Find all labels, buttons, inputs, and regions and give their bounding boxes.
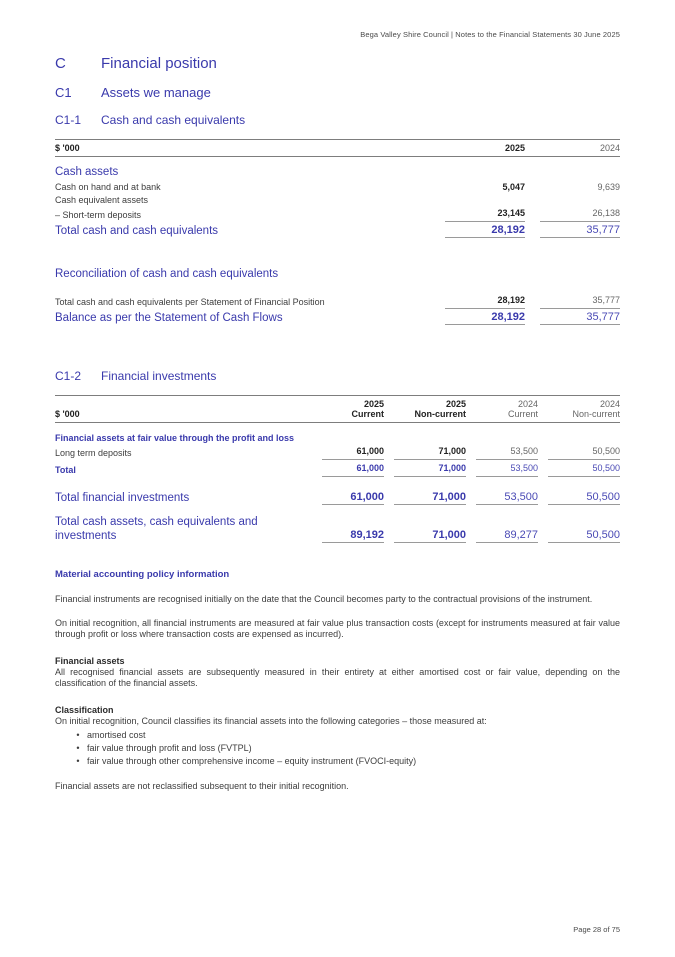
total-2024-noncurrent: 50,500 <box>548 529 620 543</box>
total-label: Balance as per the Statement of Cash Flows <box>55 312 283 324</box>
sub-heading: Classification <box>55 704 114 715</box>
unit-label: $ '000 <box>55 409 80 419</box>
investments-table-header <box>55 395 620 423</box>
total-2024-current: 89,277 <box>476 529 538 543</box>
col-2024-noncurrent-header: 2024 Non-current <box>572 399 620 419</box>
section-heading-c <box>55 55 620 72</box>
reconciliation-heading: Reconciliation of cash and cash equivalents <box>55 268 279 280</box>
year-2025-header: 2025 <box>504 143 525 153</box>
section-heading-c1 <box>55 85 620 100</box>
total-2025-current: 61,000 <box>322 462 384 477</box>
bullet-list <box>55 729 620 768</box>
section-number: C <box>55 55 66 72</box>
total-2024-current: 53,500 <box>476 462 538 477</box>
value-2025-noncurrent: 71,000 <box>394 445 466 460</box>
policy-heading: Material accounting policy information <box>55 569 230 580</box>
row-label: – Short-term deposits <box>55 210 142 220</box>
reconciliation-section <box>55 268 620 325</box>
col-2025-noncurrent-header: 2025 Non-current <box>414 399 466 419</box>
section-heading-c1-2 <box>55 369 620 383</box>
table-total-row <box>55 462 620 477</box>
cash-assets-heading: Cash assets <box>55 166 119 178</box>
section-title: Financial investments <box>101 369 217 383</box>
fvtpl-heading: Financial assets at fair value through the profit and loss <box>55 433 295 443</box>
value-2024: 35,777 <box>540 294 620 309</box>
policy-paragraph: On initial recognition, Council classifies its financial assets into the following categories – those measured at: <box>55 715 487 726</box>
total-2024-current: 53,500 <box>476 491 538 505</box>
section-title: Assets we manage <box>101 85 211 100</box>
value-2025: 28,192 <box>445 294 525 309</box>
section-title: Financial position <box>101 55 217 72</box>
financial-assets-block <box>55 655 620 690</box>
bullet-icon: • <box>76 756 80 766</box>
bullet-icon: • <box>76 730 80 740</box>
total-2025-noncurrent: 71,000 <box>394 529 466 543</box>
section-title: Cash and cash equivalents <box>101 113 246 127</box>
col-2025-current-header: 2025 Current <box>351 399 384 419</box>
row-label: Total cash and cash equivalents per Statement of Financial Position <box>55 297 325 307</box>
value-2024: 9,639 <box>597 182 620 192</box>
table-row <box>55 294 620 309</box>
policy-paragraph: Financial instruments are recognised initially on the date that the Council becomes party to the contractual provisions of the instrument. <box>55 594 593 604</box>
row-label: Cash on hand and at bank <box>55 182 161 192</box>
total-2025-noncurrent: 71,000 <box>394 491 466 505</box>
total-label: Total cash assets, cash equivalents and investments <box>55 516 258 542</box>
total-2024: 35,777 <box>540 311 620 325</box>
year-2024-header: 2024 <box>599 143 620 153</box>
grand-total-row <box>55 515 620 543</box>
total-2024-noncurrent: 50,500 <box>548 491 620 505</box>
table-total-row <box>55 311 620 325</box>
total-2025-noncurrent: 71,000 <box>394 462 466 477</box>
policy-paragraph: All recognised financial assets are subsequently measured in their entirety at either amortised cost or fair value, depending on the classification of the financial assets. <box>55 666 620 688</box>
total-2024: 35,777 <box>540 224 620 238</box>
total-2025-current: 61,000 <box>322 491 384 505</box>
table-row <box>55 194 620 207</box>
table-row <box>55 445 620 460</box>
page-header: Bega Valley Shire Council | Notes to the Financial Statements 30 June 2025 <box>360 30 620 39</box>
total-label: Total <box>55 465 76 475</box>
policy-section <box>55 569 620 793</box>
classification-block <box>55 704 620 793</box>
value-2025-current: 61,000 <box>322 445 384 460</box>
list-item: • amortised cost <box>55 729 620 742</box>
policy-paragraph: On initial recognition, all financial instruments are measured at fair value plus transaction costs (except for instruments measured at fair value through profit or loss where transaction costs are expensed as incurred). <box>55 617 620 639</box>
total-2025: 28,192 <box>445 311 525 325</box>
section-number: C1 <box>55 85 72 100</box>
value-2024-noncurrent: 50,500 <box>548 445 620 460</box>
value-2024: 26,138 <box>540 207 620 222</box>
total-2025-current: 89,192 <box>322 529 384 543</box>
total-investments-row <box>55 491 620 505</box>
value-2025: 23,145 <box>445 207 525 222</box>
investments-table <box>55 395 620 543</box>
table-row <box>55 181 620 194</box>
list-item: • fair value through profit and loss (FVTPL) <box>55 742 620 755</box>
row-label: Long term deposits <box>55 448 132 458</box>
sub-heading: Financial assets <box>55 655 125 666</box>
col-2024-current-header: 2024 Current <box>507 399 538 419</box>
section-heading-c1-1 <box>55 113 620 127</box>
total-label: Total financial investments <box>55 492 190 504</box>
cash-table <box>55 139 620 238</box>
total-label: Total cash and cash equivalents <box>55 225 219 237</box>
policy-paragraph: Financial assets are not reclassified subsequent to their initial recognition. <box>55 781 349 791</box>
cash-table-header <box>55 139 620 157</box>
value-2024-current: 53,500 <box>476 445 538 460</box>
bullet-icon: • <box>76 743 80 753</box>
page-number: Page 28 of 75 <box>573 925 620 934</box>
table-total-row <box>55 224 620 238</box>
list-item: • fair value through other comprehensive income – equity instrument (FVOCI-equity) <box>55 755 620 768</box>
value-2025: 5,047 <box>502 182 525 192</box>
total-2025: 28,192 <box>445 224 525 238</box>
row-label: Cash equivalent assets <box>55 195 149 205</box>
section-number: C1-1 <box>55 113 82 127</box>
unit-label: $ '000 <box>55 143 80 153</box>
table-row <box>55 207 620 222</box>
section-number: C1-2 <box>55 369 82 383</box>
total-2024-noncurrent: 50,500 <box>548 462 620 477</box>
